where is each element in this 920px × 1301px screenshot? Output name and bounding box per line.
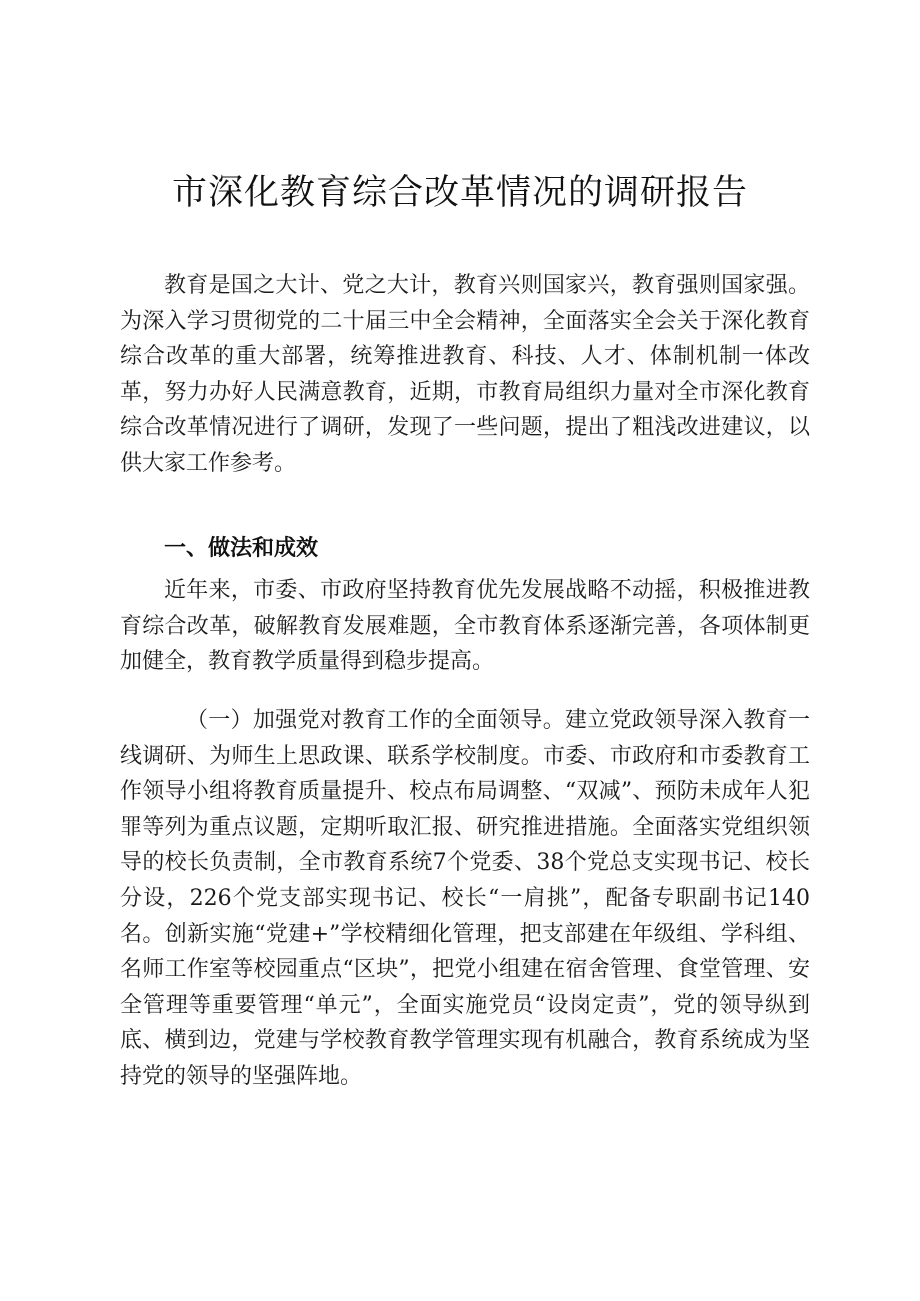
document-title: 市深化教育综合改革情况的调研报告	[171, 173, 748, 213]
subsection-paragraph: （一）加强党对教育工作的全面领导。建立党政领导深入教育一线调研、为师生上思政课、联系学校制度。市委、市政府和市委教育工作领导小组将教育质量提升、校点布局调整、“双减”、预防未成年人犯罪等列为重点议题，定期听取汇报、研究推进措施。全面落实党组织领导的校长负责制，全市教育系统7个党委、38个党总支实现书记、校长分设，226个党支部实现书记、校长“一肩挑”，配备专职副书记140名。创新实施“党建+”学校精细化管理，把支部建在年级组、学科组、名师工作室等校园重点“区块”，把党小组建在宿舍管理、食堂管理、安全管理等重要管理“单元”，全面实施党员“设岗定责”，党的领导纵到底、横到边，党建与学校教育教学管理实现有机融合，教育系统成为坚持党的领导的坚强阵地。	[120, 708, 810, 1089]
section-heading: 一、做法和成效	[164, 536, 319, 561]
intro-paragraph: 教育是国之大计、党之大计，教育兴则国家兴，教育强则国家强。为深入学习贯彻党的二十届三中全会精神，全面落实全会关于深化教育综合改革的重大部署，统筹推进教育、科技、人才、体制机制一体改革，努力办好人民满意教育，近期，市教育局组织力量对全市深化教育综合改革情况进行了调研，发现了一些问题，提出了粗浅改进建议，以供大家工作参考。	[120, 273, 810, 476]
section-overview-paragraph: 近年来，市委、市政府坚持教育优先发展战略不动摇，积极推进教育综合改革，破解教育发展难题，全市教育体系逐渐完善，各项体制更加健全，教育教学质量得到稳步提高。	[120, 578, 810, 675]
